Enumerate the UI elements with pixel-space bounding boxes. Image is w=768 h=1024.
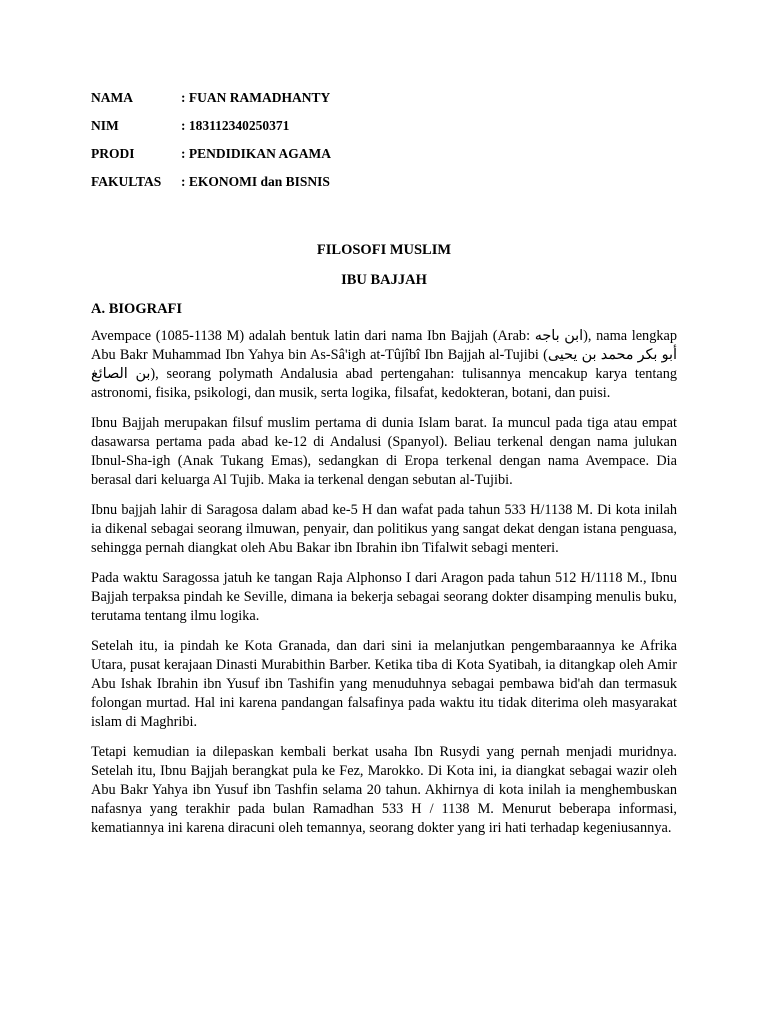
paragraph: Ibnu Bajjah merupakan filsuf muslim pertama di dunia Islam barat. Ia muncul pada tiga atau empat dasawarsa pertama pada abad ke-12 di Andalusi (Spanyol). Beliau terkenal dengan nama julukan Ibnul-Sha-igh (Anak Tukang Emas), sedangkan di Eropa terkenal dengan nama Avempace. Dia berasal dari keluarga Al Tujib. Maka ia terkenal dengan sebutan al-Tujibi.	[91, 415, 677, 488]
document-subtitle: IBU BAJJAH	[341, 272, 427, 288]
meta-value: : EKONOMI dan BISNIS	[181, 174, 330, 189]
student-info	[91, 90, 677, 202]
paragraph: Pada waktu Saragossa jatuh ke tangan Raja Alphonso I dari Aragon pada tahun 512 H/1118 M., Ibnu Bajjah terpaksa pindah ke Seville, dimana ia bekerja sebagai seorang dokter disamping menulis buku, terutama tentang ilmu logika.	[91, 570, 677, 624]
meta-label: NIM	[91, 118, 119, 133]
meta-label: NAMA	[91, 90, 133, 105]
paragraph: Ibnu bajjah lahir di Saragosa dalam abad ke-5 H dan wafat pada tahun 533 H/1138 M. Di kota inilah ia dikenal sebagai seorang ilmuwan, penyair, dan politikus yang sangat dekat dengan istana penguasa, sehingga pernah diangkat oleh Abu Bakar ibn Ibrahin ibn Tifalwit sebagi menteri.	[91, 502, 677, 556]
paragraph: Tetapi kemudian ia dilepaskan kembali berkat usaha Ibn Rusydi yang pernah menjadi muridnya. Setelah itu, Ibnu Bajjah berangkat pula ke Fez, Marokko. Di Kota ini, ia diangkat sebagai wazir oleh Abu Bakr Yahya ibn Yusuf ibn Tashfin selama 20 tahun. Akhirnya di kota inilah ia menghembuskan nafasnya yang terakhir pada bulan Ramadhan 533 H / 1138 M. Menurut beberapa informasi, kematiannya ini karena diracuni oleh temannya, seorang dokter yang iri hati terhadap kegeniusannya.	[91, 744, 677, 836]
meta-row-nama	[91, 90, 677, 118]
paragraph: Avempace (1085-1138 M) adalah bentuk latin dari nama Ibn Bajjah (Arab: ابن باجه), nama lengkap Abu Bakr Muhammad Ibn Yahya bin As-Sâ'igh at-Tûjîbî Ibn Bajjah al-Tujibi (أبو بكر محمد بن يحيى بن الصائغ), seorang polymath Andalusia abad pertengahan: tulisannya mencakup karya tentang astronomi, fisika, psikologi, dan musik, serta logika, filsafat, kedokteran, botani, dan puisi.	[91, 328, 678, 401]
meta-row-nim	[91, 118, 677, 146]
meta-label: PRODI	[91, 146, 135, 161]
meta-value: : 183112340250371	[181, 118, 290, 133]
paragraph: Setelah itu, ia pindah ke Kota Granada, dan dari sini ia melanjutkan pengembaraannya ke Afrika Utara, pusat kerajaan Dinasti Murabithin Barber. Ketika tiba di Kota Syatibah, ia ditangkap oleh Amir Abu Ishak Ibrahin ibn Yusuf ibn Tashifin yang menuduhnya sebagai pembawa bid'ah dan termasuk folongan murtad. Hal ini karena pandangan falsafinya pada waktu itu tidak diterima oleh masyarakat islam di Maghribi.	[91, 638, 677, 730]
meta-value: : PENDIDIKAN AGAMA	[181, 146, 331, 161]
meta-row-prodi	[91, 146, 677, 174]
meta-label: FAKULTAS	[91, 174, 162, 189]
meta-row-fakultas	[91, 174, 677, 202]
section-heading: A. BIOGRAFI	[91, 301, 183, 317]
document-title: FILOSOFI MUSLIM	[316, 242, 452, 258]
meta-value: : FUAN RAMADHANTY	[181, 90, 331, 105]
